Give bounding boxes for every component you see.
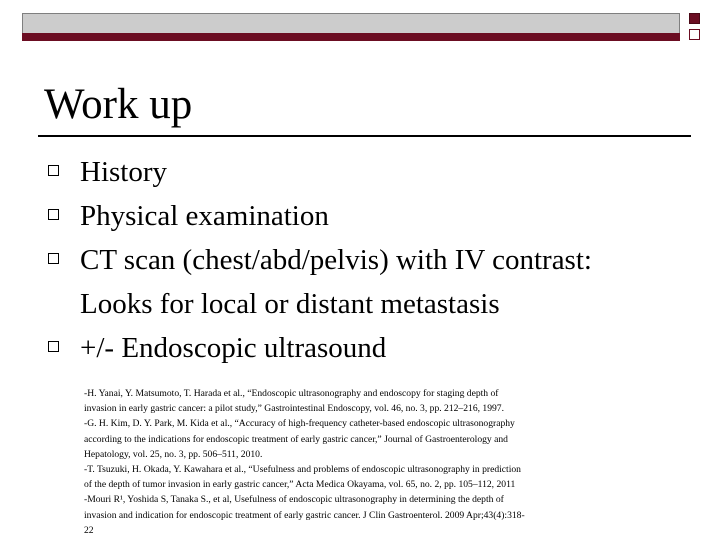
reference-line: -G. H. Kim, D. Y. Park, M. Kida et al., “Accuracy of high-frequency catheter-based endoscopic ultrasonography xyxy=(84,418,515,430)
hollow-square-icon xyxy=(48,341,59,352)
bullet-text: History xyxy=(80,156,167,188)
header-accent-bar xyxy=(22,33,680,41)
bullet-text: CT scan (chest/abd/pelvis) with IV contrast: xyxy=(80,244,592,276)
title-divider xyxy=(38,135,691,137)
hollow-square-icon xyxy=(48,165,59,176)
bullet-text: +/- Endoscopic ultrasound xyxy=(80,332,387,364)
references-block xyxy=(84,386,604,538)
reference-line: according to the indications for endoscopic treatment of early gastric cancer,” Journal of Gastroenterology and xyxy=(84,433,508,445)
bullet-list xyxy=(0,150,720,370)
bullet-item-history xyxy=(0,150,720,194)
bullet-item-endoscopic-ultrasound xyxy=(0,326,720,370)
reference-line: Hepatology, vol. 25, no. 3, pp. 506–511, 2010. xyxy=(84,448,263,460)
bullet-item-physical-exam xyxy=(0,194,720,238)
reference-line: -T. Tsuzuki, H. Okada, Y. Kawahara et al., “Usefulness and problems of endoscopic ultrasonography in prediction xyxy=(84,464,521,476)
bullet-item-ct-scan xyxy=(0,238,720,326)
reference-line: 22 xyxy=(84,524,94,536)
outline-square-icon xyxy=(689,29,700,40)
filled-square-icon xyxy=(689,13,700,24)
bullet-text: Physical examination xyxy=(80,200,329,232)
reference-line: of the depth of tumor invasion in early gastric cancer,” Acta Medica Okayama, vol. 65, no. 2, pp. 105–112, 2011 xyxy=(84,479,516,491)
slide-title: Work up xyxy=(44,81,193,128)
reference-line: -H. Yanai, Y. Matsumoto, T. Harada et al., “Endoscopic ultrasonography and endoscopy for staging depth of xyxy=(84,388,499,399)
hollow-square-icon xyxy=(48,209,59,220)
reference-line: invasion in early gastric cancer: a pilot study,” Gastrointestinal Endoscopy, vol. 46, no. 3, pp. 212–216, 1997. xyxy=(84,403,505,415)
reference-line: -Mouri R¹, Yoshida S, Tanaka S., et al, Usefulness of endoscopic ultrasonography in determining the depth of xyxy=(84,494,504,506)
reference-line: invasion and indication for endoscopic treatment of early gastric cancer. J Clin Gastroenterol. 2009 Apr;43(4):318- xyxy=(84,509,525,521)
hollow-square-icon xyxy=(48,253,59,264)
bullet-text-continuation: Looks for local or distant metastasis xyxy=(80,288,500,320)
